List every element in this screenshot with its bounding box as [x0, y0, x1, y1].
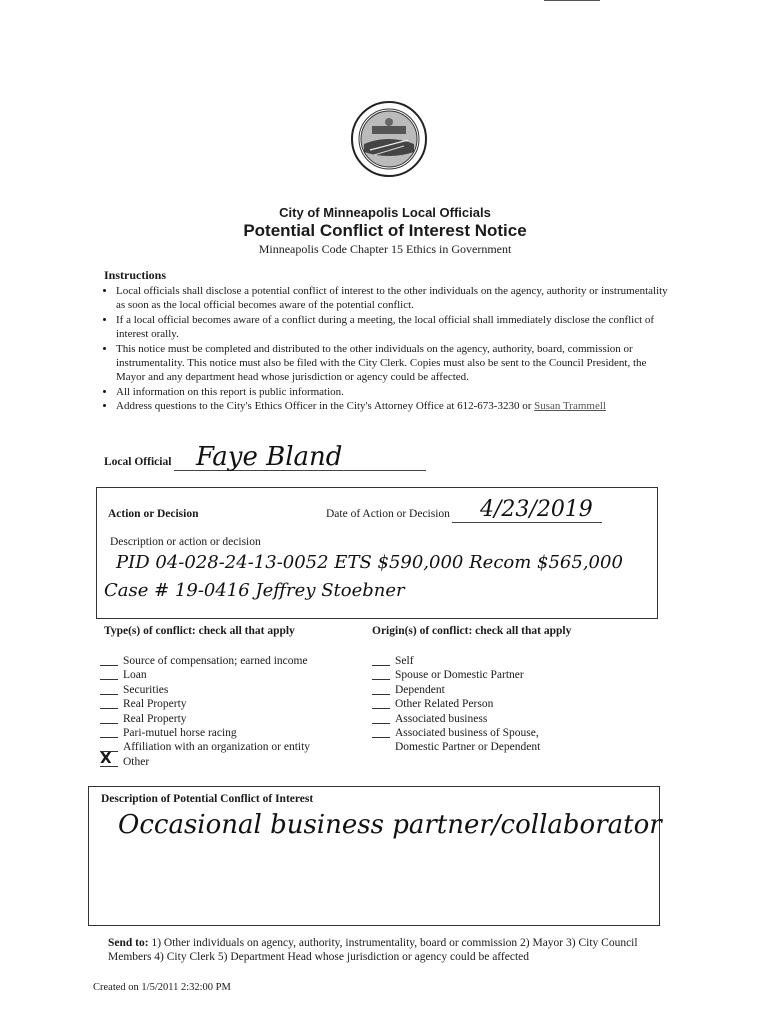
instruction-item: • If a local official becomes aware of a conflict during a meeting, the local official shall immediately disclose the conflict of interest orally. [116, 313, 676, 342]
city-seal-icon [350, 100, 428, 178]
date-label: Date of Action or Decision [326, 508, 450, 520]
origin-option-continuation: Domestic Partner or Dependent [395, 741, 541, 754]
origin-checkbox[interactable] [372, 683, 390, 695]
type-checkbox[interactable] [100, 712, 118, 724]
send-to-text: 1) Other individuals on agency, authority, instrumentality, board or commission 2) Mayor 3) City Council Members 4) City Clerk 5) Department Head whose jurisdiction or agency could be affected [108, 937, 638, 964]
description-line-1[interactable]: PID 04-028-24-13-0052 ETS $590,000 Recom $565,000 [116, 552, 623, 573]
origin-option: Associated business of Spouse, [372, 726, 572, 740]
instructions-title: Instructions [104, 268, 167, 282]
type-checkbox[interactable] [100, 654, 118, 666]
type-option: Source of compensation; earned income [100, 654, 310, 668]
date-line [452, 522, 602, 523]
created-timestamp: Created on 1/5/2011 2:32:00 PM [93, 982, 231, 993]
send-to [108, 936, 668, 965]
origin-checkbox[interactable] [372, 712, 390, 724]
type-checkbox[interactable] [100, 697, 118, 709]
page-title: Potential Conflict of Interest Notice [243, 221, 527, 240]
type-option-other: X Other [100, 748, 150, 768]
instruction-item: • All information on this report is public information. [116, 385, 676, 399]
origin-option: Dependent [372, 683, 572, 697]
instruction-item: • Local officials shall disclose a potential conflict of interest to the other individuals on the agency, authority or instrumentality as soon as the local official becomes aware of the potential conflict. [116, 284, 676, 313]
type-checkbox[interactable] [100, 668, 118, 680]
contact-text: Address questions to the City's Ethics Officer in the City's Attorney Office at 612-673-3230 or [116, 400, 532, 413]
header-subtitle: City of Minneapolis Local Officials [279, 205, 491, 220]
types-title: Type(s) of conflict: check all that apply [104, 625, 295, 637]
type-checkbox[interactable] [100, 726, 118, 738]
type-option: Real Property [100, 712, 310, 726]
origin-checkbox[interactable] [372, 668, 390, 680]
origin-option: Self [372, 654, 572, 668]
types-list [100, 654, 310, 769]
type-option: Securities [100, 683, 310, 697]
type-option: Real Property [100, 697, 310, 711]
instruction-item-contact [116, 399, 676, 413]
potential-conflict-field[interactable]: Occasional business partner/collaborator [118, 810, 662, 840]
type-option: Pari-mutuel horse racing [100, 726, 310, 740]
origin-option: Associated business [372, 712, 572, 726]
send-to-label: Send to: [108, 937, 149, 949]
type-option: Affiliation with an organization or entity [100, 740, 310, 754]
origin-checkbox[interactable] [372, 697, 390, 709]
type-option: Loan [100, 668, 310, 682]
potential-conflict-box [88, 786, 660, 926]
date-field[interactable]: 4/23/2019 [480, 497, 593, 522]
origin-option: Other Related Person [372, 697, 572, 711]
origin-option: Spouse or Domestic Partner [372, 668, 572, 682]
type-checkbox-checked[interactable]: X [100, 755, 118, 767]
local-official-label: Local Official [104, 456, 172, 468]
description-label: Description or action or decision [110, 536, 261, 548]
scan-edge-line [544, 0, 600, 1]
action-label: Action or Decision [108, 508, 199, 520]
origins-title: Origin(s) of conflict: check all that apply [372, 625, 572, 637]
instructions-list [102, 284, 676, 414]
origin-checkbox[interactable] [372, 654, 390, 666]
origins-list [372, 654, 572, 755]
local-official-signature[interactable]: Faye Bland [196, 442, 343, 472]
code-reference: Minneapolis Code Chapter 15 Ethics in Government [258, 242, 512, 256]
ethics-officer-link[interactable]: Susan Trammell [534, 400, 606, 413]
type-checkbox[interactable] [100, 683, 118, 695]
description-line-2[interactable]: Case # 19-0416 Jeffrey Stoebner [104, 580, 405, 601]
origin-checkbox[interactable] [372, 726, 390, 738]
instruction-item: • This notice must be completed and distributed to the other individuals on the agency, authority, board, commission or instrumentality. This notice must also be filed with the City Clerk. Copies must also be sent to the Council President, the Mayor and any department head whose jurisdiction or agency could be affected. [116, 342, 676, 385]
potential-conflict-label: Description of Potential Conflict of Interest [101, 793, 314, 805]
